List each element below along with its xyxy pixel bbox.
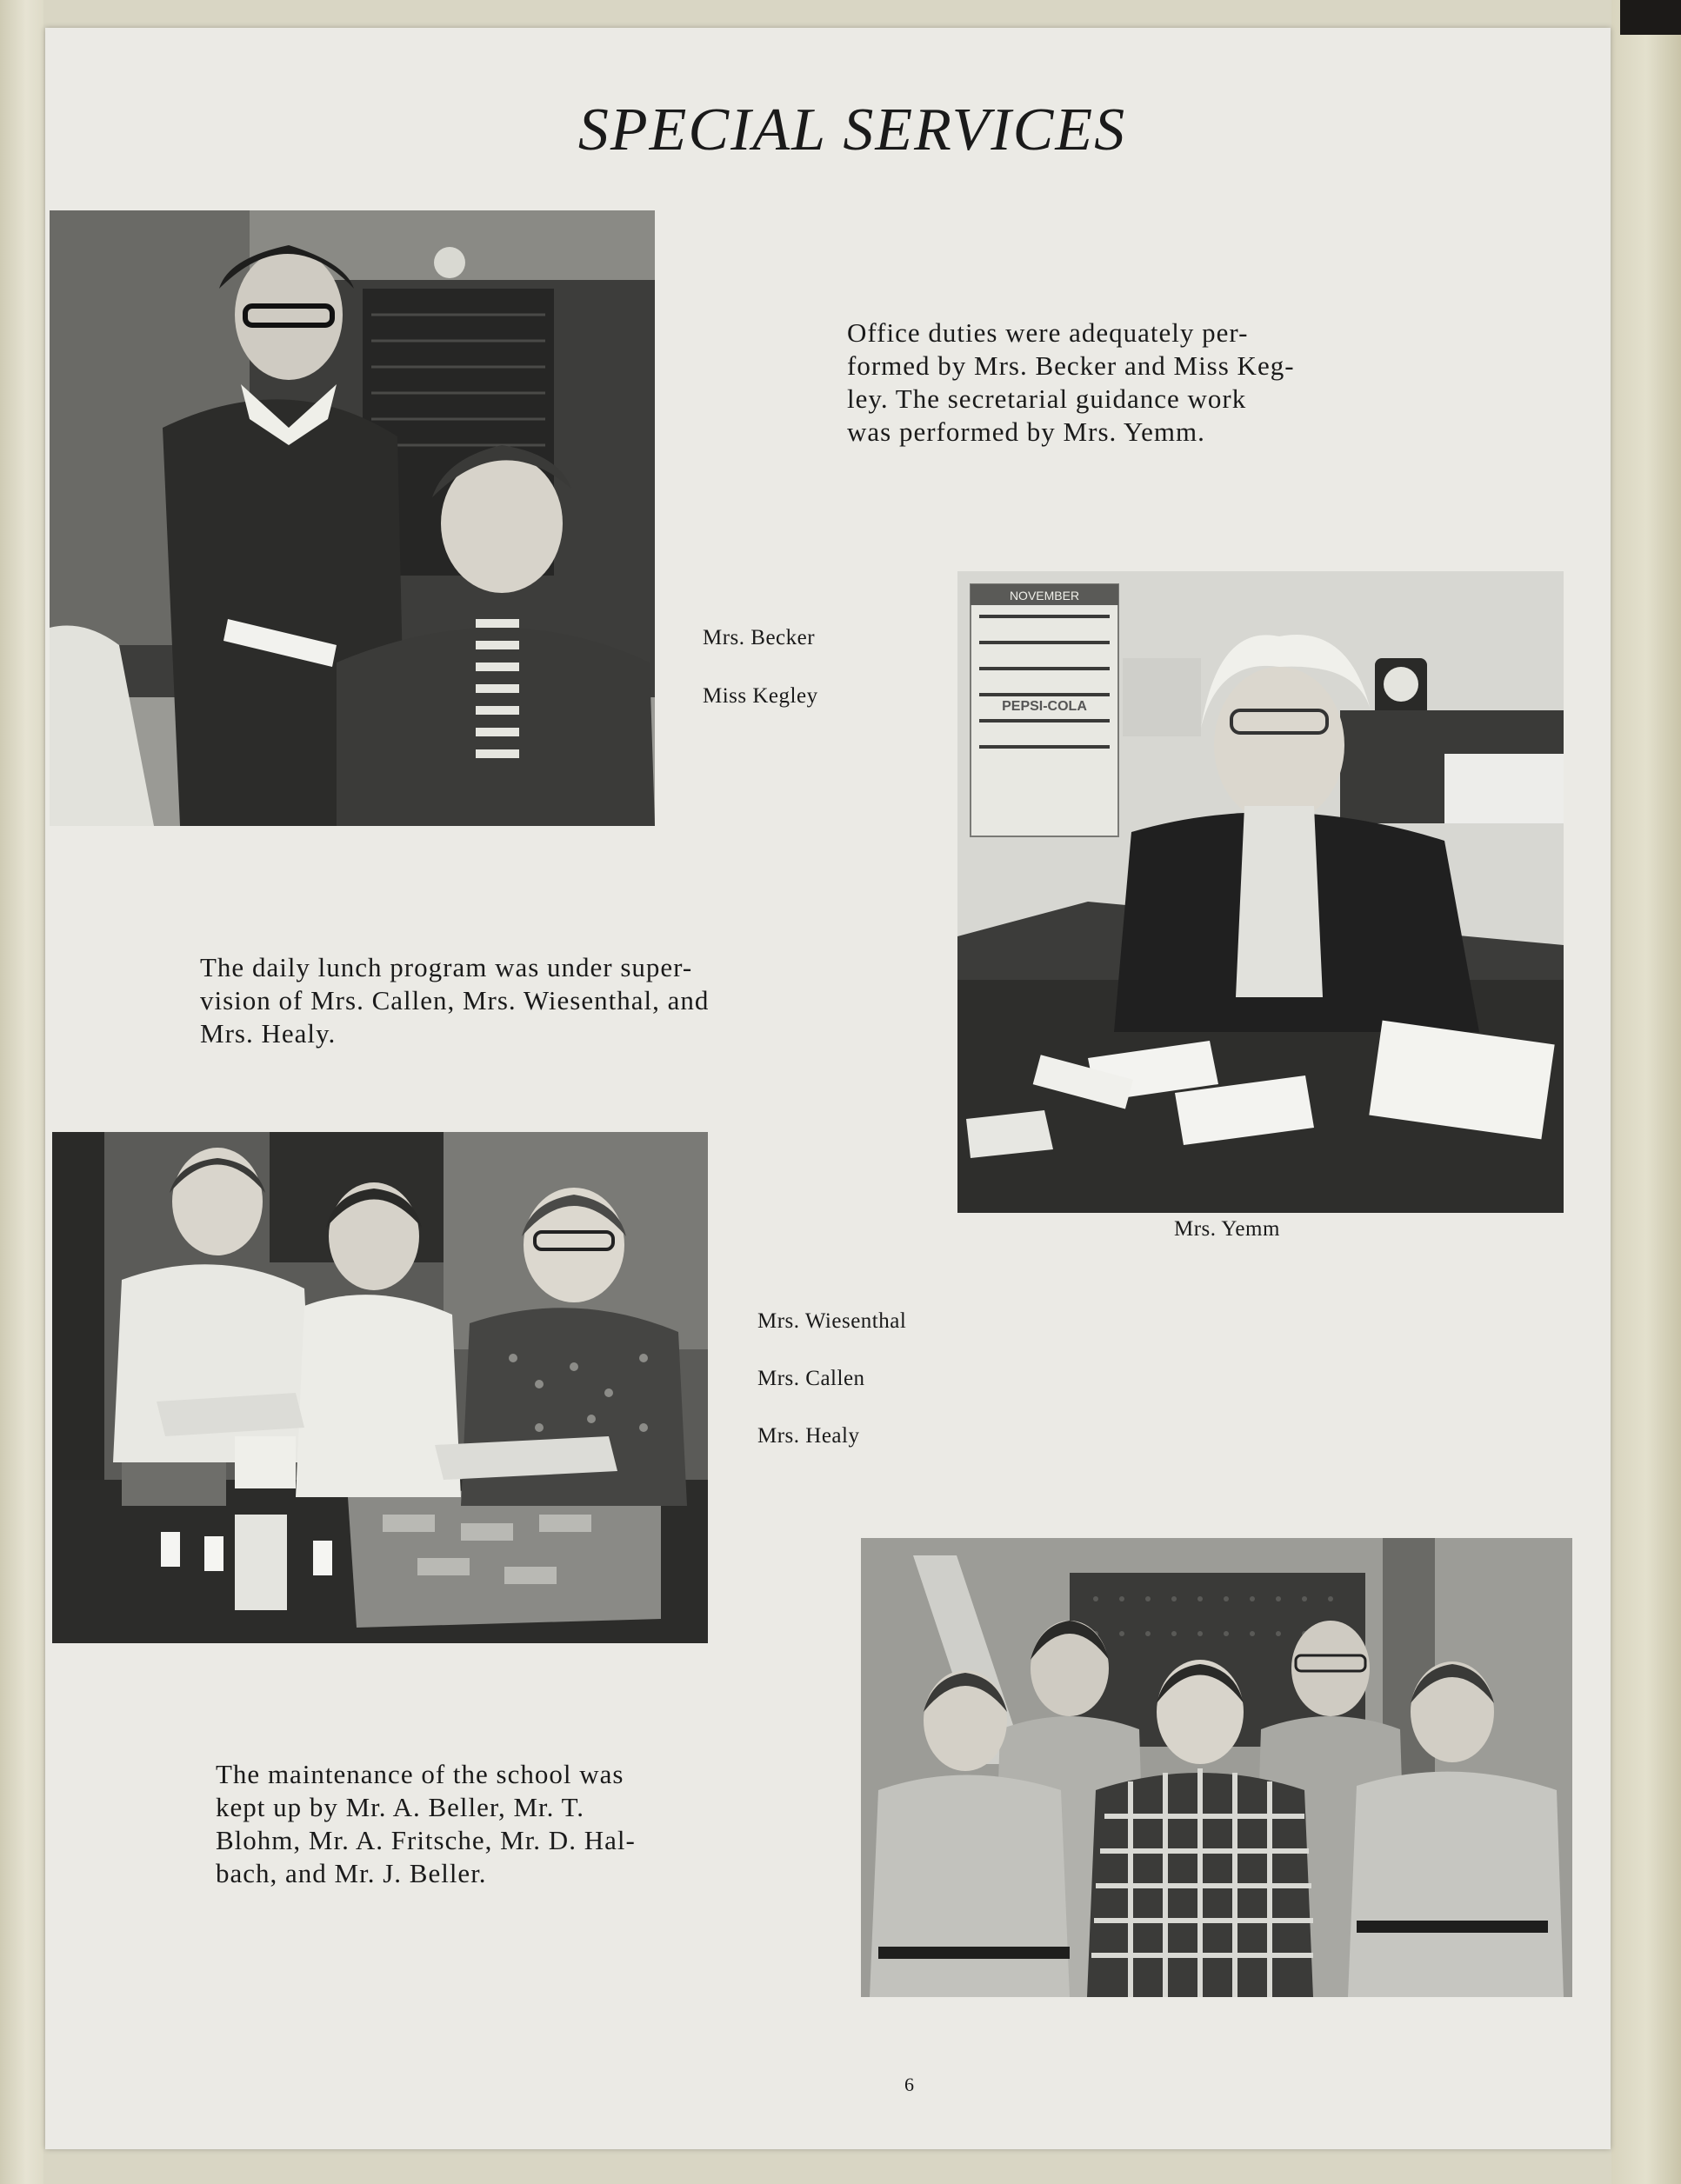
calendar-month: NOVEMBER: [1009, 589, 1080, 603]
lunch-paragraph: The daily lunch program was under super- vision of Mrs. Callen, Mrs. Wiesenthal, and Mrs. Healy.: [200, 952, 710, 1049]
caption-mrs-callen: Mrs. Callen: [757, 1367, 865, 1390]
photo-office-secretaries: [50, 210, 655, 826]
page-title: SPECIAL SERVICES: [577, 97, 1127, 163]
caption-miss-kegley: Miss Kegley: [703, 684, 818, 708]
scan-edge-left: [0, 0, 43, 2184]
scan-edge-right: [1611, 0, 1681, 2184]
photo-mrs-yemm: [957, 571, 1564, 1213]
office-paragraph: Office duties were adequately per- formed by Mrs. Becker and Miss Keg- ley. The secretarial guidance work was performed by Mrs. Yemm.: [847, 317, 1295, 447]
caption-mrs-becker: Mrs. Becker: [703, 626, 816, 649]
yearbook-page: [45, 28, 1611, 2149]
caption-mrs-wiesenthal: Mrs. Wiesenthal: [757, 1309, 907, 1333]
photo-lunch-staff: [52, 1132, 708, 1643]
page-number: 6: [904, 2074, 914, 2095]
scan-corner: [1620, 0, 1681, 35]
calendar-brand: PEPSI-COLA: [1002, 699, 1087, 714]
maintenance-paragraph: The maintenance of the school was kept up by Mr. A. Beller, Mr. T. Blohm, Mr. A. Fritsche, Mr. D. Hal- bach, and Mr. J. Beller.: [216, 1759, 636, 1888]
caption-mrs-healy: Mrs. Healy: [757, 1424, 860, 1448]
photo-maintenance-crew: [861, 1538, 1572, 1997]
caption-mrs-yemm: Mrs. Yemm: [1174, 1217, 1280, 1241]
